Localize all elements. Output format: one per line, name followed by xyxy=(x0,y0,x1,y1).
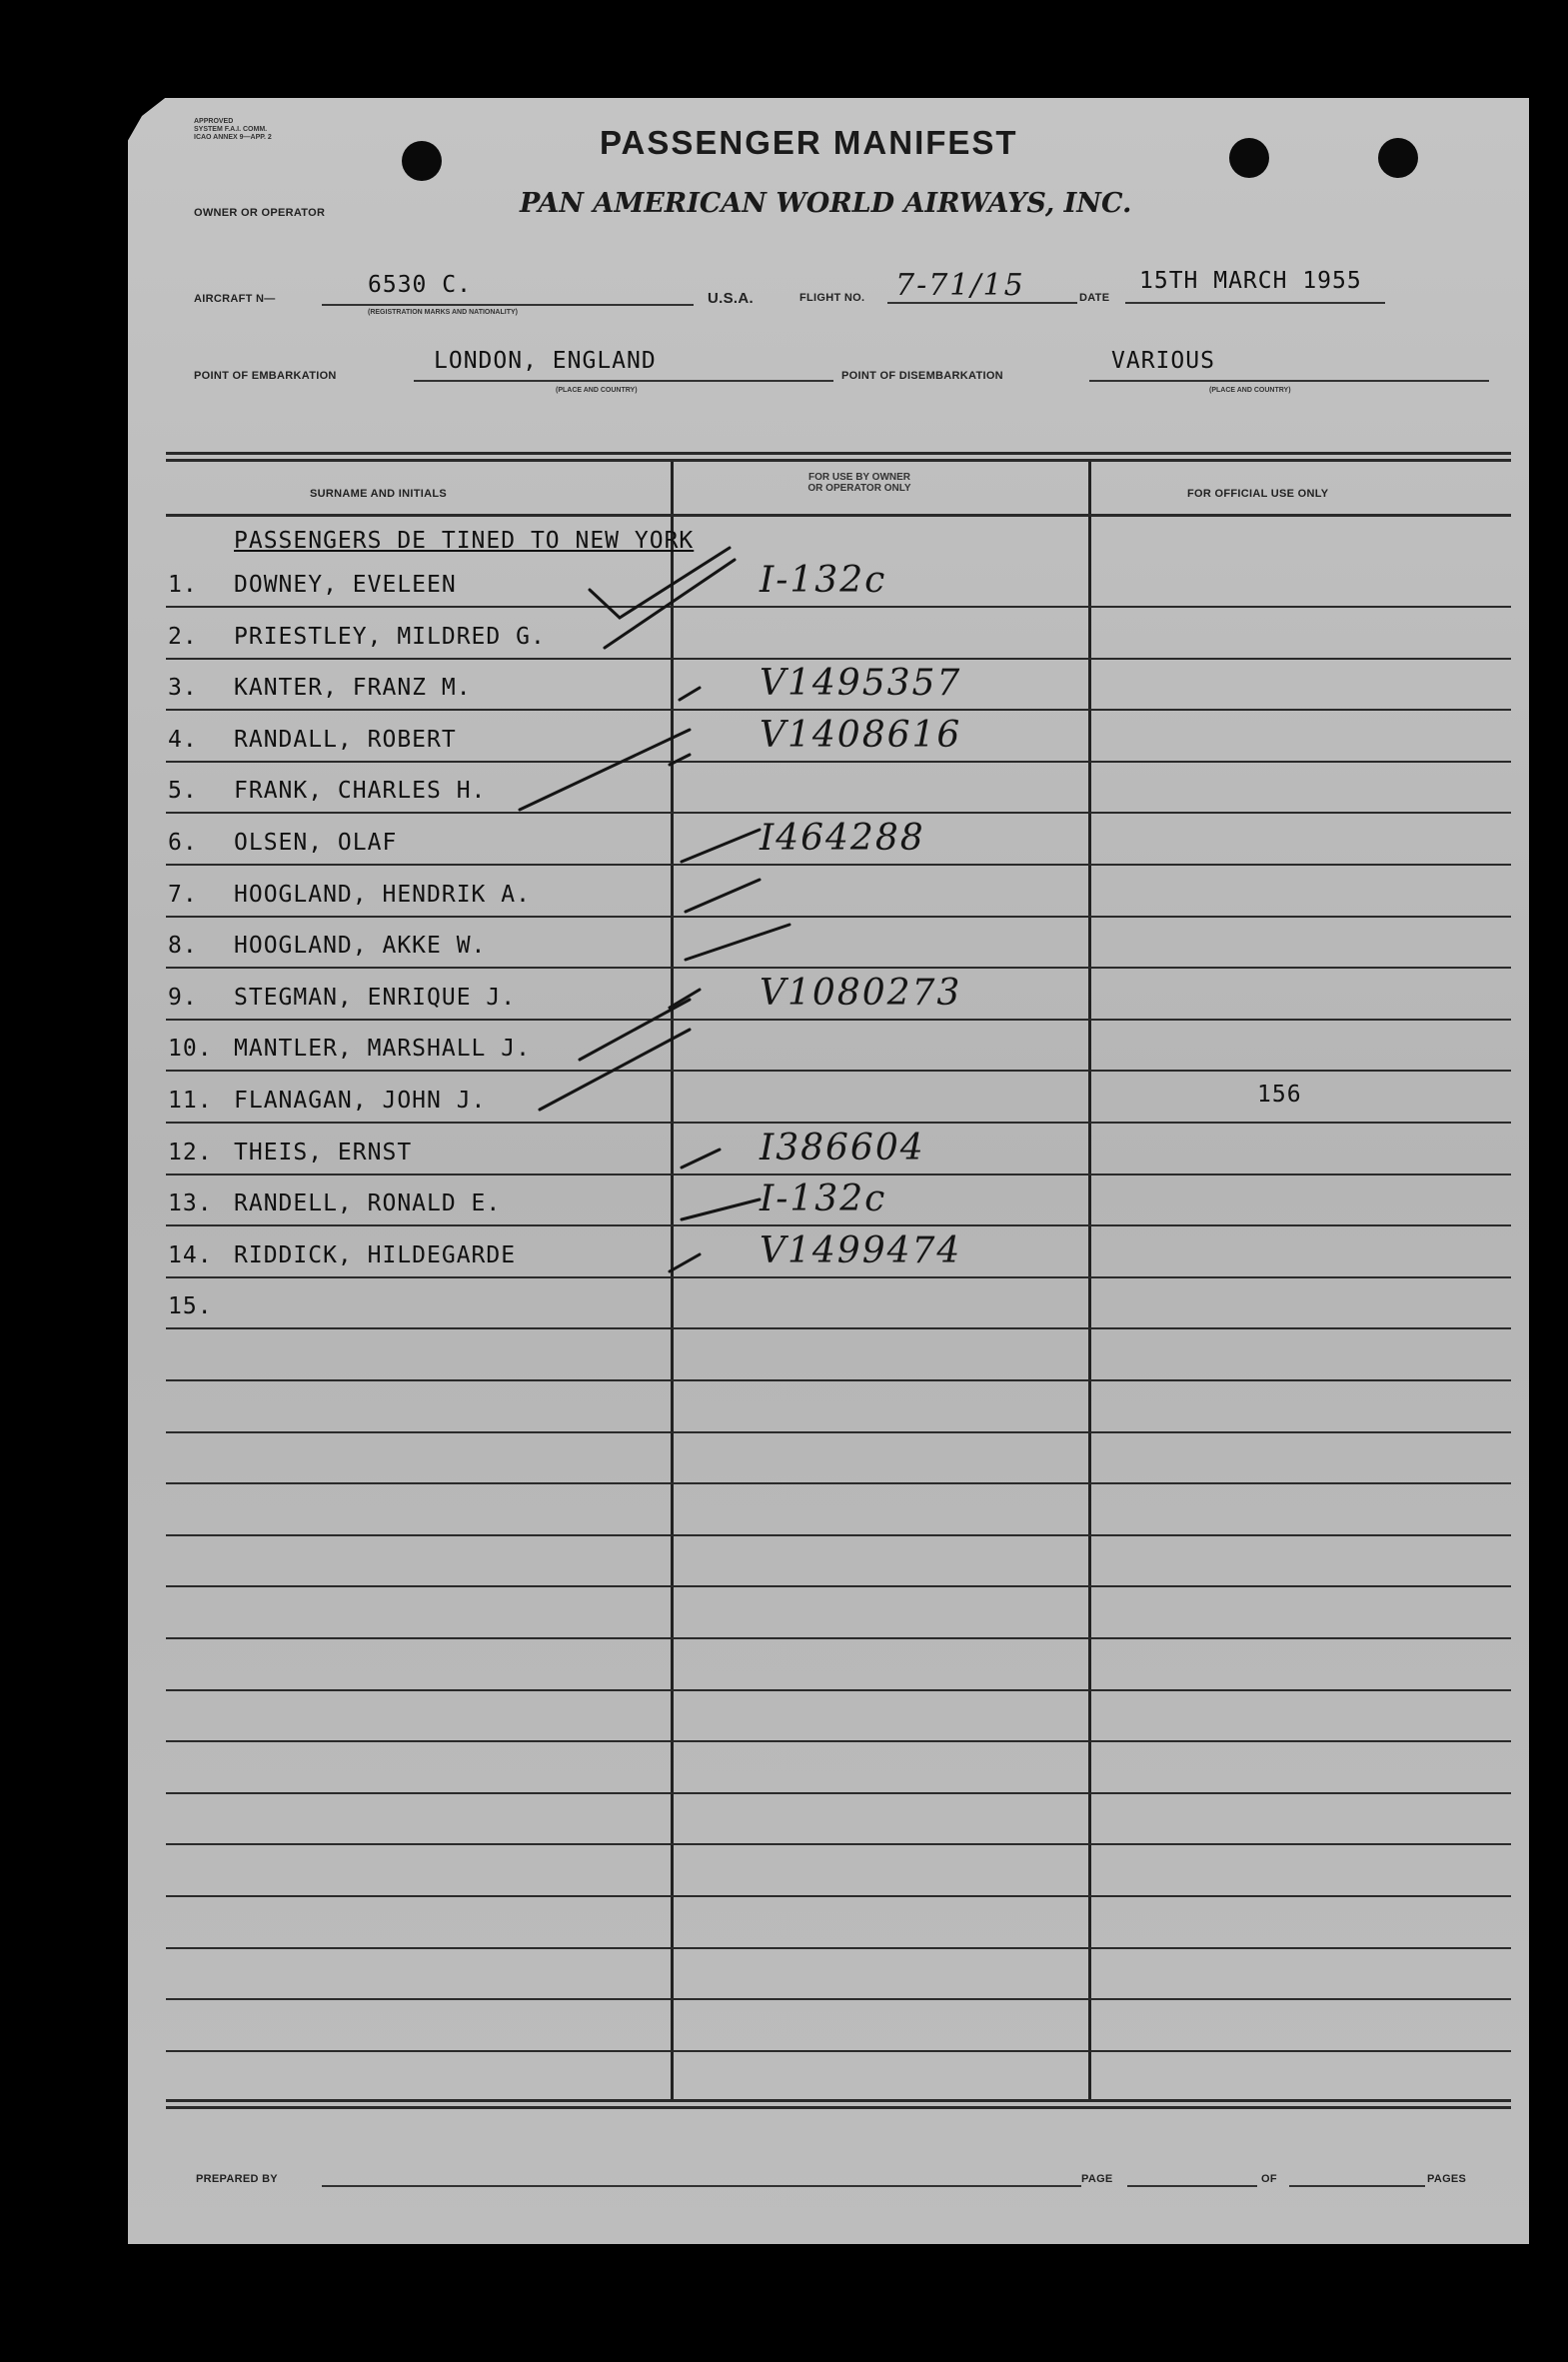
passenger-number: 2. xyxy=(168,624,198,650)
passenger-number: 8. xyxy=(168,933,198,959)
embarkation-caption: (PLACE AND COUNTRY) xyxy=(556,387,638,394)
flight-number: 7-71/15 xyxy=(895,268,1025,303)
passenger-name: STEGMAN, ENRIQUE J. xyxy=(234,985,517,1011)
disembarkation-label: POINT OF DISEMBARKATION xyxy=(841,370,1003,382)
passenger-document-note: V1495357 xyxy=(760,663,962,704)
check-mark xyxy=(670,1254,700,1271)
passenger-name: DOWNEY, EVELEEN xyxy=(234,572,457,598)
page-underline xyxy=(1127,2185,1257,2187)
owner-value: PAN AMERICAN WORLD AIRWAYS, INC. xyxy=(520,188,1132,219)
column-header-official: FOR OFFICIAL USE ONLY xyxy=(1187,488,1329,500)
passenger-number: 11. xyxy=(168,1088,213,1114)
passenger-name: RIDDICK, HILDEGARDE xyxy=(234,1242,517,1268)
approval-line: SYSTEM F.A.I. COMM. xyxy=(194,126,268,133)
approval-line: APPROVED xyxy=(194,118,234,125)
passenger-number: 12. xyxy=(168,1140,213,1166)
check-mark xyxy=(686,880,760,912)
pen-stroke xyxy=(682,830,760,862)
passenger-name: RANDELL, RONALD E. xyxy=(234,1190,502,1216)
aircraft-number: 6530 C. xyxy=(368,272,472,298)
column-header-owner-line: FOR USE BY OWNER xyxy=(807,472,911,483)
approval-line: ICAO ANNEX 9—APP. 2 xyxy=(194,134,272,141)
prepared-by-label: PREPARED BY xyxy=(196,2173,278,2185)
passenger-number: 6. xyxy=(168,830,198,856)
page-title: PASSENGER MANIFEST xyxy=(600,124,1018,161)
passenger-document-note: V1499474 xyxy=(760,1230,962,1271)
check-mark xyxy=(682,1199,760,1219)
embarkation-value: LONDON, ENGLAND xyxy=(434,348,657,374)
disembarkation-caption: (PLACE AND COUNTRY) xyxy=(1209,387,1291,394)
embarkation-label: POINT OF EMBARKATION xyxy=(194,370,337,382)
column-header-owner-line: OR OPERATOR ONLY xyxy=(807,483,911,494)
page-label: PAGE xyxy=(1081,2173,1113,2185)
passenger-document-note: I-132c xyxy=(760,560,887,601)
flight-date: 15TH MARCH 1955 xyxy=(1139,268,1362,294)
check-mark xyxy=(590,548,730,618)
check-mark xyxy=(680,688,700,700)
passenger-name: OLSEN, OLAF xyxy=(234,830,398,856)
check-mark xyxy=(670,990,700,1008)
passenger-name: HOOGLAND, HENDRIK A. xyxy=(234,882,531,908)
passenger-name: MANTLER, MARSHALL J. xyxy=(234,1036,531,1062)
pen-stroke xyxy=(580,1000,690,1060)
passenger-number: 3. xyxy=(168,675,198,701)
passenger-name: HOOGLAND, AKKE W. xyxy=(234,933,487,959)
passenger-number: 5. xyxy=(168,778,198,804)
passenger-document-note: I464288 xyxy=(760,818,925,859)
of-underline xyxy=(1289,2185,1425,2187)
country-label: U.S.A. xyxy=(708,290,754,307)
passenger-document-note: I-132c xyxy=(760,1179,887,1219)
passenger-number: 13. xyxy=(168,1190,213,1216)
owner-label: OWNER OR OPERATOR xyxy=(194,207,326,219)
passenger-name: KANTER, FRANZ M. xyxy=(234,675,472,701)
passenger-name: FLANAGAN, JOHN J. xyxy=(234,1088,487,1114)
passenger-number: 15. xyxy=(168,1293,213,1319)
passenger-name: PRIESTLEY, MILDRED G. xyxy=(234,624,546,650)
passenger-document-note: V1080273 xyxy=(760,973,962,1014)
section-heading: PASSENGERS DE TINED TO NEW YORK xyxy=(234,528,695,554)
check-mark xyxy=(682,1150,720,1168)
passenger-number: 10. xyxy=(168,1036,213,1062)
passenger-document-note: I386604 xyxy=(760,1128,925,1169)
official-use-entry: 156 xyxy=(1257,1082,1302,1108)
passenger-number: 7. xyxy=(168,882,198,908)
passenger-document-note: V1408616 xyxy=(760,715,962,756)
passenger-name: THEIS, ERNST xyxy=(234,1140,413,1166)
aircraft-caption: (REGISTRATION MARKS AND NATIONALITY) xyxy=(368,309,518,316)
flight-label: FLIGHT NO. xyxy=(799,292,865,304)
check-mark xyxy=(670,755,690,765)
pages-label: PAGES xyxy=(1427,2173,1467,2185)
disembarkation-value: VARIOUS xyxy=(1111,348,1215,374)
pen-stroke xyxy=(520,730,690,810)
passenger-number: 9. xyxy=(168,985,198,1011)
aircraft-label: AIRCRAFT N— xyxy=(194,293,276,305)
column-header-surname: SURNAME AND INITIALS xyxy=(310,488,447,500)
passenger-number: 1. xyxy=(168,572,198,598)
passenger-name: RANDALL, ROBERT xyxy=(234,727,457,753)
passenger-number: 14. xyxy=(168,1242,213,1268)
date-label: DATE xyxy=(1079,292,1110,304)
of-label: OF xyxy=(1261,2173,1277,2185)
passenger-number: 4. xyxy=(168,727,198,753)
prepared-by-underline xyxy=(322,2185,1081,2187)
pen-stroke xyxy=(686,925,789,960)
passenger-name: FRANK, CHARLES H. xyxy=(234,778,487,804)
pen-stroke xyxy=(605,560,735,648)
